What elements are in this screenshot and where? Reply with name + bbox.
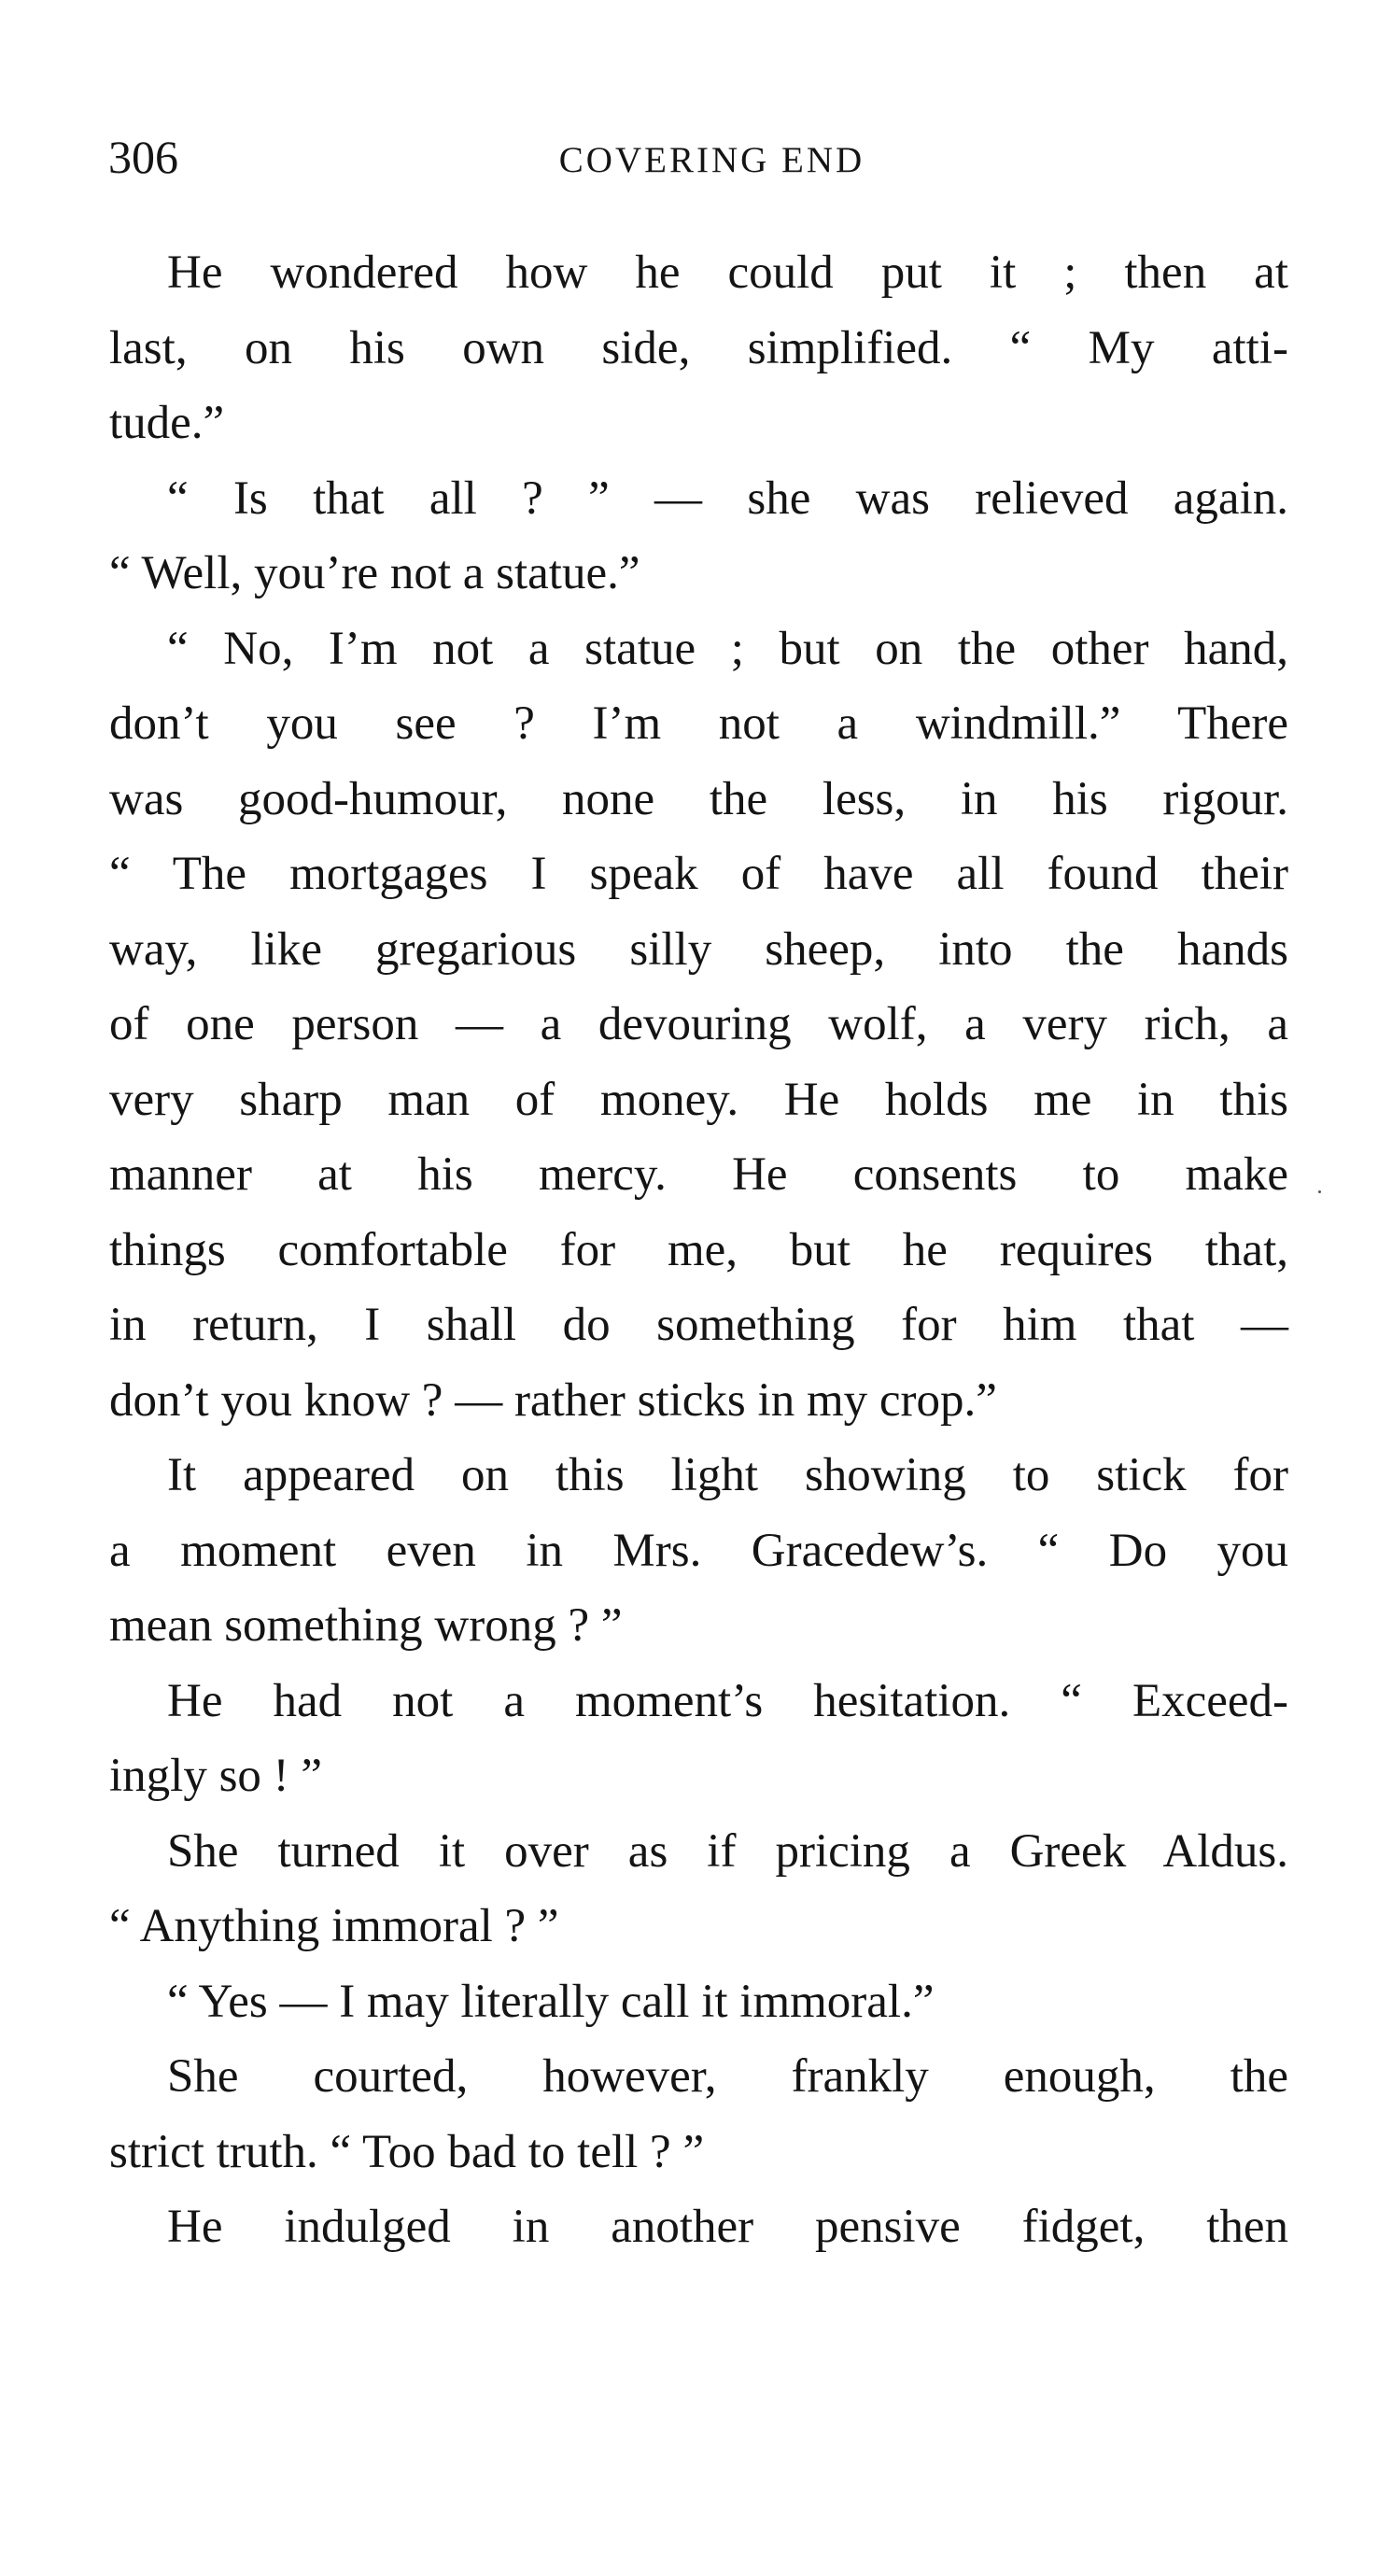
text-line: It appeared on this light showing to stick for bbox=[167, 1449, 1288, 1501]
page-number: 306 bbox=[108, 131, 178, 183]
running-title: COVERING END bbox=[558, 140, 865, 180]
text-line: ingly so ! ” bbox=[109, 1750, 323, 1802]
text-line: strict truth. “ Too bad to tell ? ” bbox=[109, 2125, 705, 2178]
text-line: last, on his own side, simplified. “ My atti- bbox=[109, 321, 1288, 374]
text-line: She turned it over as if pricing a Greek Aldus. bbox=[167, 1824, 1288, 1878]
body-text bbox=[109, 235, 1288, 2265]
text-line: “ Is that all ? ” — she was relieved again. bbox=[167, 472, 1288, 525]
running-head bbox=[108, 129, 1287, 185]
text-line: “ The mortgages I speak of have all found their bbox=[109, 848, 1288, 900]
text-line: He had not a moment’s hesitation. “ Exceed- bbox=[167, 1674, 1288, 1727]
text-line: “ Anything immoral ? ” bbox=[109, 1900, 559, 1952]
text-line: She courted, however, frankly enough, the bbox=[167, 2050, 1288, 2103]
text-line: mean something wrong ? ” bbox=[109, 1599, 623, 1652]
text-line: don’t you see ? I’m not a windmill.” There bbox=[109, 697, 1288, 750]
text-line: manner at his mercy. He consents to make bbox=[109, 1148, 1288, 1201]
text-line: things comfortable for me, but he requires that, bbox=[109, 1223, 1288, 1276]
text-line: “ Well, you’re not a statue.” bbox=[109, 547, 640, 599]
text-line: in return, I shall do something for him that — bbox=[109, 1299, 1288, 1351]
text-line: was good-humour, none the less, in his rigour. bbox=[109, 772, 1288, 825]
text-line: He indulged in another pensive fidget, then bbox=[167, 2201, 1288, 2253]
text-line: very sharp man of money. He holds me in this bbox=[109, 1073, 1288, 1126]
text-line: way, like gregarious silly sheep, into the hands bbox=[109, 922, 1288, 976]
text-line: of one person — a devouring wolf, a very rich, a bbox=[109, 998, 1288, 1050]
text-line: “ Yes — I may literally call it immoral.” bbox=[167, 1975, 935, 2028]
text-line: He wondered how he could put it ; then at bbox=[167, 246, 1288, 299]
text-line: don’t you know ? — rather sticks in my crop.” bbox=[109, 1373, 997, 1427]
text-line: a moment even in Mrs. Gracedew’s. “ Do you bbox=[109, 1524, 1288, 1577]
text-line: tude.” bbox=[109, 397, 225, 449]
text-line: “ No, I’m not a statue ; but on the other hand, bbox=[167, 622, 1288, 675]
print-speck bbox=[1318, 1190, 1321, 1193]
